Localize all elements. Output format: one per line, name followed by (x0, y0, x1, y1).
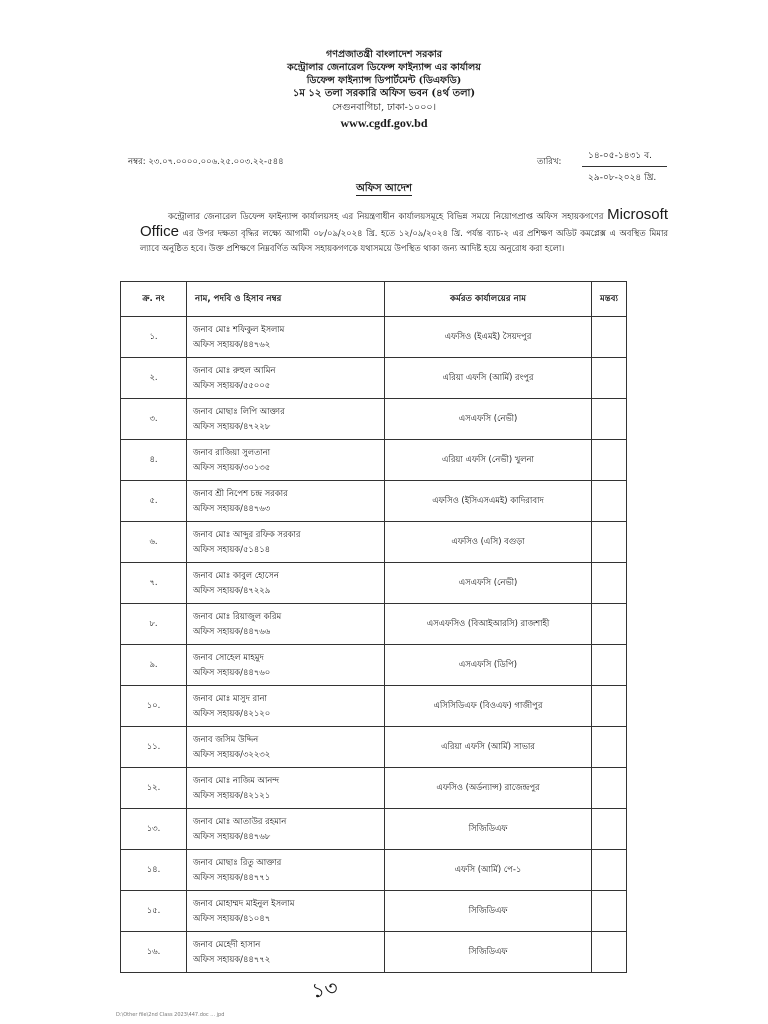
table-row (121, 481, 627, 522)
row-office: এফসিও (অর্ডন্যান্স) রাজেন্দ্রপুর (385, 768, 592, 809)
row-office: এফসিও (ইসিএসএমই) কাদিরাবাদ (385, 481, 592, 522)
row-office: এফসিও (ইএমই) সৈয়দপুর (385, 317, 592, 358)
row-remarks (592, 522, 627, 563)
row-serial: ৮. (121, 604, 187, 645)
order-title (0, 181, 768, 198)
table-row (121, 768, 627, 809)
row-name-cell (187, 768, 385, 809)
employee-designation: অফিস সহায়ক/৪৪৭৭১ (193, 872, 271, 882)
employee-name: জনাব মোঃ আব্দুর রফিক সরকার (193, 529, 301, 539)
office-name: কন্ট্রোলার জেনারেল ডিফেন্স ফাইন্যান্স এর কার্যালয় (287, 62, 481, 73)
row-remarks (592, 686, 627, 727)
row-remarks (592, 891, 627, 932)
table-header-row (121, 282, 627, 317)
row-office: সিজিডিএফ (385, 932, 592, 973)
row-remarks (592, 358, 627, 399)
row-serial: ১০. (121, 686, 187, 727)
table-row (121, 317, 627, 358)
row-name-cell (187, 317, 385, 358)
row-office: এফসি (আর্মি) পে-১ (385, 850, 592, 891)
row-name-cell (187, 891, 385, 932)
employee-name: জনাব মোঃ আতাউর রহমান (193, 816, 287, 826)
row-remarks (592, 768, 627, 809)
employee-designation: অফিস সহায়ক/৪৪৭৬০ (193, 667, 271, 677)
row-serial: ২. (121, 358, 187, 399)
row-office: এসএফসি (ডিপি) (385, 645, 592, 686)
row-name-cell (187, 440, 385, 481)
employee-designation: অফিস সহায়ক/৪২১২০ (193, 708, 271, 718)
row-name-cell (187, 932, 385, 973)
employee-name: জনাব মোঃ মাসুদ রানা (193, 693, 267, 703)
row-office: এসএফসি (নেভী) (385, 563, 592, 604)
row-name-cell (187, 645, 385, 686)
row-remarks (592, 727, 627, 768)
row-name-cell (187, 399, 385, 440)
employee-designation: অফিস সহায়ক/৩২২৩২ (193, 749, 271, 759)
row-serial: ৯. (121, 645, 187, 686)
date-gregorian: ২৯-০৮-২০২৪ খ্রি. (588, 173, 657, 183)
table-row (121, 850, 627, 891)
table-row (121, 727, 627, 768)
order-title-text: অফিস আদেশ (356, 183, 412, 194)
date-box (582, 146, 667, 185)
letterhead (0, 48, 768, 131)
table-row (121, 645, 627, 686)
row-name-cell (187, 809, 385, 850)
row-office: এসএফসিও (বিআইআরসি) রাজশাহী (385, 604, 592, 645)
employee-name: জনাব মোঃ কাবুল হোসেন (193, 570, 279, 580)
row-name-cell (187, 686, 385, 727)
employee-name: জনাব মোঃ শফিকুল ইসলাম (193, 324, 285, 334)
row-office: সিজিডিএফ (385, 891, 592, 932)
employee-designation: অফিস সহায়ক/৩০১৩৫ (193, 462, 271, 472)
employee-designation: অফিস সহায়ক/৪৭২২৯ (193, 585, 271, 595)
row-serial: ১৪. (121, 850, 187, 891)
row-serial: ৪. (121, 440, 187, 481)
table-row (121, 604, 627, 645)
row-name-cell (187, 850, 385, 891)
employee-designation: অফিস সহায়ক/৪৪৭৬২ (193, 339, 271, 349)
employee-designation: অফিস সহায়ক/৪৪৭৭২ (193, 954, 271, 964)
body-part-2: এর উপর দক্ষতা বৃদ্ধির লক্ষ্যে আগামী ০৮/০৯/২০২৪ খ্রি. হতে ১২/০৯/২০২৪ খ্রি. পর্যন্ত ব্যাচ-২ এর প্রশিক্ষণ অডিট কমপ্লেক্স এ অবস্থিত মিমার ল্যাবে অনুষ্ঠিত হবে। উক্ত প্রশিক্ষণে নিম্নবর্ণিত অফিস সহায়কগণকে যথাসময়ে উপস্থিত থাকা জন্য আদিষ্ট হয়ে অনুরোধ করা হলো। (140, 228, 668, 253)
row-name-cell (187, 563, 385, 604)
employee-name: জনাব মেহেদী হাসান (193, 939, 261, 949)
employee-designation: অফিস সহায়ক/৪১০৪৭ (193, 913, 271, 923)
row-office: এসিসিডিএফ (বিওএফ) গাজীপুর (385, 686, 592, 727)
row-office: এরিয়া এফসি (নেভী) খুলনা (385, 440, 592, 481)
employee-name: জনাব মোঃ রিয়াজুল করিম (193, 611, 282, 621)
handwritten-page-mark: ১৩ (310, 975, 340, 1003)
staff-table (120, 281, 627, 973)
header-remarks: মন্তব্য (592, 282, 627, 317)
employee-name: জনাব শ্রী নিপেশ চন্দ্র সরকার (193, 488, 288, 498)
row-remarks (592, 440, 627, 481)
row-serial: ১. (121, 317, 187, 358)
body-highlight: Microsoft Office (140, 206, 668, 240)
row-serial: ৭. (121, 563, 187, 604)
table-row (121, 522, 627, 563)
row-remarks (592, 399, 627, 440)
employee-designation: অফিস সহায়ক/৫৫০০৫ (193, 380, 271, 390)
header-serial: ক্র. নং (121, 282, 187, 317)
row-office: এসএফসি (নেভী) (385, 399, 592, 440)
department-name: ডিফেন্স ফাইন্যান্স ডিপার্টমেন্ট (ডিএফডি) (306, 75, 462, 86)
table-row (121, 932, 627, 973)
row-remarks (592, 481, 627, 522)
employee-name: জনাব জসিম উদ্দিন (193, 734, 259, 744)
table-row (121, 809, 627, 850)
table-row (121, 563, 627, 604)
row-office: সিজিডিএফ (385, 809, 592, 850)
address: সেগুনবাগিচা, ঢাকা-১০০০। (332, 102, 436, 113)
row-serial: ১২. (121, 768, 187, 809)
row-remarks (592, 850, 627, 891)
footer-file-path: D:\Other file\2nd Class 2023\447.doc ... jpd (116, 1012, 225, 1018)
row-serial: ৫. (121, 481, 187, 522)
row-serial: ৬. (121, 522, 187, 563)
employee-designation: অফিস সহায়ক/৪৪৭৬৬ (193, 626, 271, 636)
table-row (121, 399, 627, 440)
row-name-cell (187, 727, 385, 768)
table-row (121, 686, 627, 727)
row-remarks (592, 932, 627, 973)
header-office: কর্মরত কার্যালয়ের নাম (385, 282, 592, 317)
employee-name: জনাব সোহেল মাহমুদ (193, 652, 264, 662)
row-name-cell (187, 604, 385, 645)
row-serial: ১৫. (121, 891, 187, 932)
employee-name: জনাব রাজিয়া সুলতানা (193, 447, 271, 457)
row-serial: ৩. (121, 399, 187, 440)
employee-designation: অফিস সহায়ক/৫১৪১৪ (193, 544, 271, 554)
row-serial: ১১. (121, 727, 187, 768)
table-row (121, 891, 627, 932)
row-remarks (592, 645, 627, 686)
row-remarks (592, 317, 627, 358)
table-row (121, 440, 627, 481)
employee-name: জনাব মোছাঃ রিতু আক্তার (193, 857, 282, 867)
date-label: তারিখ: (537, 157, 562, 167)
employee-designation: অফিস সহায়ক/৪৭২২৮ (193, 421, 271, 431)
header-name: নাম, পদবি ও হিসাব নম্বর (187, 282, 385, 317)
memo-number: নম্বর: ২৩.০৭.০০০০.০০৬.২৫.০০৩.২২-৫৪৪ (128, 157, 284, 167)
body-part-1: কন্ট্রোলার জেনারেল ডিফেন্স ফাইন্যান্স কার্যালয়সহ এর নিয়ন্ত্রণাধীন কার্যালয়সমূহে বিভিন্ন সময়ে নিয়োগপ্রাপ্ত অফিস সহায়কগণের (168, 211, 604, 221)
row-remarks (592, 604, 627, 645)
order-body (140, 207, 668, 256)
employee-name: জনাব মোঃ নাজিম আনন্দ (193, 775, 279, 785)
row-serial: ১৩. (121, 809, 187, 850)
employee-name: জনাব মোহাম্মদ মাইনুল ইসলাম (193, 898, 295, 908)
website: www.cgdf.gov.bd (340, 116, 428, 130)
government-name: গণপ্রজাতন্ত্রী বাংলাদেশ সরকার (326, 49, 442, 60)
row-office: এরিয়া এফসি (আর্মি) সাভার (385, 727, 592, 768)
employee-name: জনাব মোঃ রুহুল আমিন (193, 365, 276, 375)
row-name-cell (187, 358, 385, 399)
row-remarks (592, 809, 627, 850)
row-office: এরিয়া এফসি (আর্মি) রংপুর (385, 358, 592, 399)
table-body (121, 317, 627, 973)
employee-designation: অফিস সহায়ক/৪৪৭৬৩ (193, 503, 271, 513)
table-row (121, 358, 627, 399)
employee-name: জনাব মোছাঃ লিপি আক্তার (193, 406, 285, 416)
date-bangla: ১৪-০৫-১৪৩১ ব. (582, 146, 667, 167)
employee-designation: অফিস সহায়ক/৪২১২১ (193, 790, 271, 800)
building-name: ১ম ১২ তলা সরকারি অফিস ভবন (৪র্থ তলা) (292, 88, 476, 99)
row-remarks (592, 563, 627, 604)
row-name-cell (187, 522, 385, 563)
row-name-cell (187, 481, 385, 522)
row-serial: ১৬. (121, 932, 187, 973)
row-office: এফসিও (এসি) বগুড়া (385, 522, 592, 563)
employee-designation: অফিস সহায়ক/৪৪৭৬৮ (193, 831, 271, 841)
